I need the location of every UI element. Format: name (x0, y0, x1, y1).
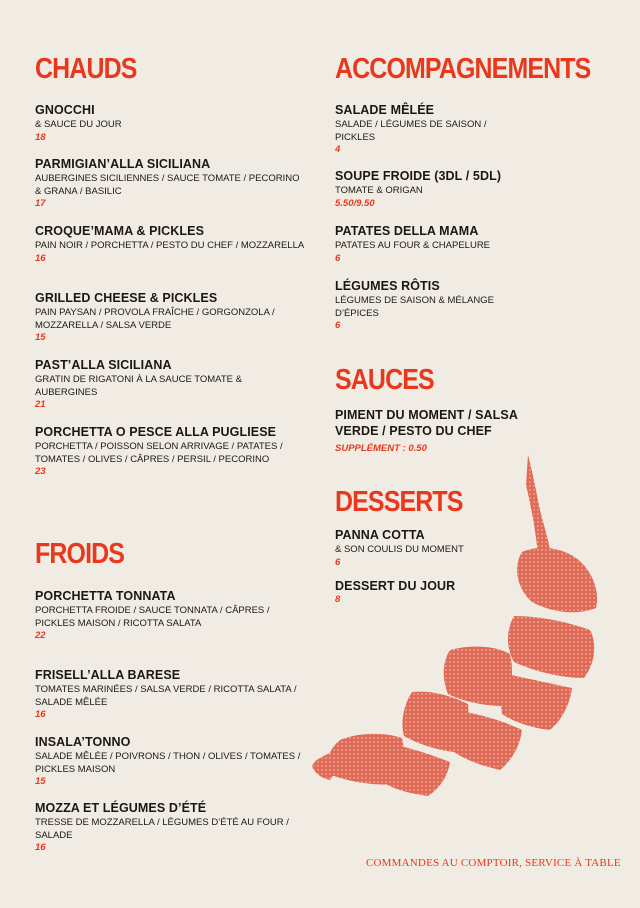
item-price: 16 (35, 842, 46, 853)
menu-item (35, 735, 305, 789)
item-description: SALADE MÊLÉE / POIVRONS / THON / OLIVES / TOMATES / PICKLES MAISON (35, 751, 301, 775)
item-price: 21 (35, 399, 46, 410)
item-description: LÉGUMES DE SAISON & MÉLANGE D’ÉPICES (335, 295, 494, 319)
item-price: 15 (35, 776, 46, 787)
item-name: LÉGUMES RÔTIS (335, 279, 440, 293)
item-description: PORCHETTA / POISSON SELON ARRIVAGE / PATATES / TOMATES / OLIVES / CÂPRES / PERSIL / PECORINO (35, 441, 283, 465)
item-price: 17 (35, 198, 46, 209)
item-description: TOMATE & ORIGAN (335, 185, 423, 196)
item-price: 6 (335, 556, 341, 568)
item-price: 16 (35, 709, 46, 720)
item-name: PORCHETTA O PESCE ALLA PUGLIESE (35, 425, 277, 439)
footer-note: COMMANDES AU COMPTOIR, SERVICE À TABLE (366, 857, 621, 869)
section-title-desserts: DESSERTS (335, 486, 463, 518)
item-name: PORCHETTA TONNATA (35, 589, 176, 603)
item-description: GRATIN DE RIGATONI À LA SAUCE TOMATE & AUBERGINES (35, 374, 242, 398)
menu-item (335, 169, 615, 210)
item-name: PAST’ALLA SICILIANA (35, 358, 172, 372)
item-name: PATATES DELLA MAMA (335, 224, 479, 238)
menu-item (35, 668, 305, 722)
item-description: & SAUCE DU JOUR (35, 119, 122, 130)
item-description: PATATES AU FOUR & CHAPELURE (335, 240, 491, 251)
item-name: PIMENT DU MOMENT / SALSA VERDE / PESTO DU CHEF (335, 408, 518, 438)
menu-item (35, 157, 305, 211)
item-price: 6 (335, 252, 341, 264)
item-price: 6 (335, 320, 341, 331)
item-price: 18 (35, 131, 46, 143)
menu-item (335, 279, 510, 333)
item-description: PAIN NOIR / PORCHETTA / PESTO DU CHEF / MOZZARELLA (35, 240, 305, 251)
menu-item (35, 358, 305, 412)
item-name: GNOCCHI (35, 103, 95, 117)
item-name: MOZZA ET LÉGUMES D’ÉTÉ (35, 801, 207, 815)
item-price: 22 (35, 630, 46, 641)
item-description: & SON COULIS DU MOMENT (335, 544, 464, 555)
item-name: FRISELL’ALLA BARESE (35, 668, 181, 682)
item-name: PANNA COTTA (335, 528, 425, 542)
item-price: 16 (35, 252, 46, 264)
menu-item (35, 103, 305, 144)
menu-item (35, 224, 305, 265)
item-name: GRILLED CHEESE & PICKLES (35, 291, 218, 305)
item-description: TRESSE DE MOZZARELLA / LÉGUMES D’ÉTÉ AU FOUR / SALADE (35, 817, 289, 841)
menu-item (35, 291, 305, 345)
item-name: PARMIGIAN’ALLA SICILIANA (35, 157, 211, 171)
item-name: INSALA’TONNO (35, 735, 131, 749)
section-title-accompagnements: ACCOMPAGNEMENTS (335, 53, 591, 85)
item-description: AUBERGINES SICILIENNES / SAUCE TOMATE / PECORINO & GRANA / BASILIC (35, 173, 300, 197)
item-name: DESSERT DU JOUR (335, 579, 456, 593)
section-title-sauces: SAUCES (335, 364, 434, 396)
menu-item (335, 103, 510, 157)
item-description: TOMATES MARINÉES / SALSA VERDE / RICOTTA SALATA / SALADE MÊLÉE (35, 684, 297, 708)
item-price: 15 (35, 332, 46, 343)
menu-item (335, 407, 550, 456)
menu-item (335, 579, 615, 607)
menu-item (335, 528, 615, 569)
item-price: SUPPLÉMENT : 0.50 (335, 443, 427, 454)
item-price: 8 (335, 594, 341, 605)
item-description: PAIN PAYSAN / PROVOLA FRAÎCHE / GORGONZOLA / MOZZARELLA / SALSA VERDE (35, 307, 275, 331)
item-price: 23 (35, 466, 46, 477)
item-description: PORCHETTA FROIDE / SAUCE TONNATA / CÂPRES / PICKLES MAISON / RICOTTA SALATA (35, 605, 270, 629)
item-name: SALADE MÊLÉE (335, 103, 435, 117)
item-price: 5.50/9.50 (335, 197, 375, 209)
menu-item (35, 801, 305, 855)
menu-item (35, 589, 305, 643)
item-name: SOUPE FROIDE (3DL / 5DL) (335, 169, 502, 183)
section-title-froids: FROIDS (35, 538, 125, 570)
item-description: SALADE / LÉGUMES DE SAISON / PICKLES (335, 119, 487, 143)
section-title-chauds: CHAUDS (35, 53, 137, 85)
item-name: CROQUE’MAMA & PICKLES (35, 224, 205, 238)
menu-item (335, 224, 615, 265)
menu-item (35, 425, 305, 479)
item-price: 4 (335, 144, 341, 155)
